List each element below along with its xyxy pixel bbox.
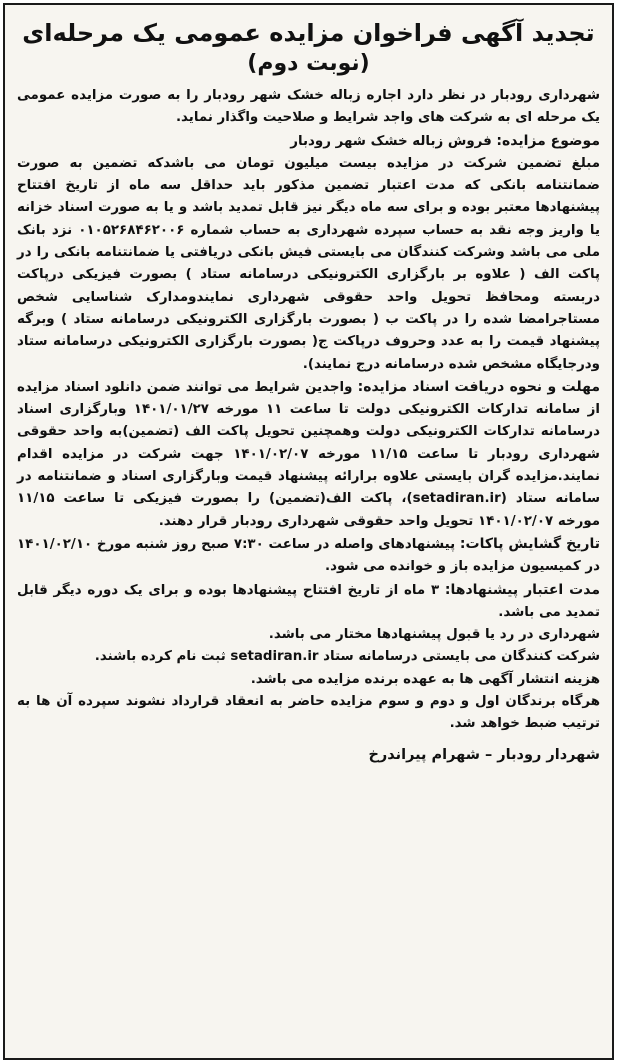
subject-text: فروش زباله خشک شهر رودبار — [290, 133, 492, 149]
notice-subtitle: (نوبت دوم) — [247, 51, 370, 76]
rights-paragraph: شهرداری در رد یا قبول پیشنهادها مختار می باشد. — [268, 627, 600, 643]
notice-body — [17, 85, 600, 736]
opening-paragraph — [17, 533, 600, 579]
opening-text: پیشنهادهای واصله در ساعت ۷:۳۰ صبح روز شنبه مورخ ۱۴۰۱/۰۲/۱۰ در کمیسیون مزایده باز و خوانده می شود. — [17, 536, 600, 575]
deadline-text: واجدین شرایط می توانند ضمن دانلود اسناد مزایده از سامانه تدارکات الکترونیکی دولت تا ساعت ۱۱ مورخه ۱۴۰۱/۰۱/۲۷ وبارگزاری اسناد درسامانه تدارکات الکترونیکی دولت وهمچنین تحویل پاکت الف (تضمین)به واحد حقوقی شهرداری رودبار تا ساعت ۱۱/۱۵ مورخه ۱۴۰۱/۰۲/۰۷ جهت شرکت در مزایده اقدام نمایند.مزایده گران بایستی علاوه برارائه پیشنهاد قیمت وبارگزاری اسناد و ضمانتنامه در سامانه ستاد (setadiran.ir)، پاکت الف(تضمین) را بصورت فیزیکی تا ساعت ۱۱/۱۵ مورخه ۱۴۰۱/۰۲/۰۷ تحویل واحد حقوقی شهرداری رودبار قرار دهند. — [17, 379, 600, 529]
registration-paragraph: شرکت کنندگان می بایستی درسامانه ستاد setadiran.ir ثبت نام کرده باشند. — [94, 649, 600, 665]
validity-label: مدت اعتبار پیشنهادها: — [444, 581, 601, 598]
subject-label: موضوع مزایده: — [496, 132, 600, 149]
signature: شهردار رودبار – شهرام پیراندرخ — [368, 746, 600, 763]
intro-paragraph: شهرداری رودبار در نظر دارد اجاره زباله خشک شهر رودبار را به صورت مزایده عمومی یک مرحله ای به شرکت های واجد شرایط و صلاحیت واگذار نماید. — [17, 88, 600, 126]
guarantee-paragraph: مبلغ تضمین شرکت در مزایده بیست میلیون تومان می باشدکه تضمین به صورت ضمانتنامه بانکی که مدت اعتبار تضمین مذکور باید حداقل سه ماه از تاریخ افتتاح پیشنهادها معتبر بوده و برای سه ماه دیگر نیز قابل تمدید باشد و یا به صورت اسناد خزانه یا واریز وجه نقد به حساب سپرده شهرداری به حساب شماره ۰۱۰۵۲۶۸۴۶۲۰۰۶ نزد بانک ملی می باشد وشرکت کنندگان می بایستی فیش بانکی دریافتی یا ضمانتنامه بانکی را در پاکت الف ( علاوه بر بارگزاری الکترونیکی درسامانه ستاد ) بصورت فیزیکی درپاکت دربسته ومحافظ تحویل واحد حقوقی شهرداری نمایندومدارک شناسایی شخص مستاجرامضا شده را در پاکت ب ( بصورت بارگزاری الکترونیکی درسامانه ستاد ) وبرگه پیشنهاد قیمت را به عدد وحروف درپاکت ج( بصورت بارگزاری الکترونیکی درسامانه ستاد ودرجایگاه مشخص شده درسامانه درج نمایند). — [17, 155, 600, 372]
notice-page — [3, 3, 614, 1060]
deadline-paragraph — [17, 376, 600, 533]
forfeit-paragraph: هرگاه برندگان اول و دوم و سوم مزایده حاضر به انعقاد قرارداد نشوند سپرده آن ها به ترتیب ضبط خواهد شد. — [17, 694, 600, 732]
opening-label: تاریخ گشایش پاکات: — [459, 535, 600, 552]
validity-paragraph — [17, 579, 600, 625]
subject-paragraph — [17, 130, 600, 153]
validity-text: ۳ ماه از تاریخ افتتاح پیشنهادها بوده و برای یک دوره دیگر قابل تمدید می باشد. — [17, 582, 600, 620]
deadline-label: مهلت و نحوه دریافت اسناد مزایده: — [357, 378, 600, 395]
cost-paragraph: هزینه انتشار آگهی ها به عهده برنده مزایده می باشد. — [250, 671, 600, 687]
notice-title: تجدید آگهی فراخوان مزایده عمومی یک مرحله‌ای — [22, 19, 595, 47]
